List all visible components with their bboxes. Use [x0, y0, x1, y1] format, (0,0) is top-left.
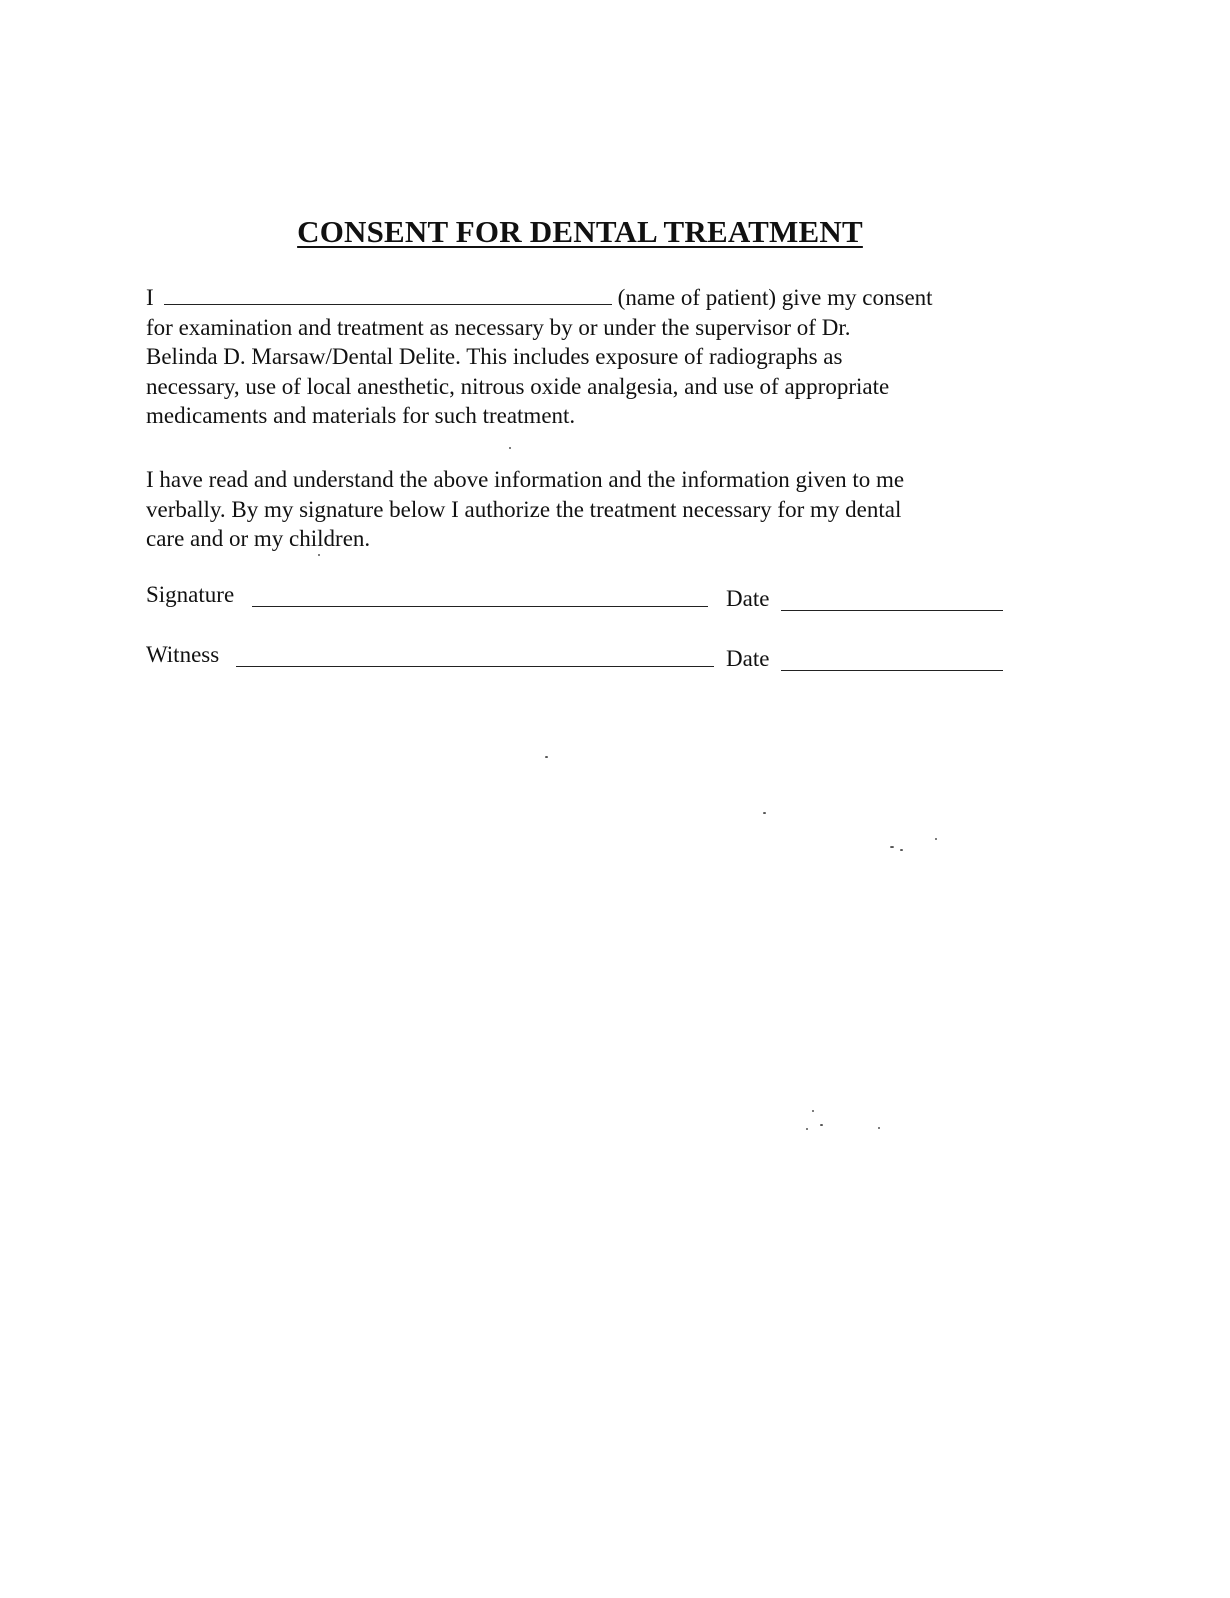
signature-date-label: Date	[726, 586, 770, 611]
scan-speck	[806, 1128, 808, 1130]
consent-line: necessary, use of local anesthetic, nitrous oxide analgesia, and use of appropriate	[146, 373, 890, 399]
scan-speck	[900, 849, 903, 851]
acknowledgement-line: I have read and understand the above information and the information given to me	[146, 467, 905, 492]
consent-line: Belinda D. Marsaw/Dental Delite. This includes exposure of radiographs as	[146, 344, 843, 369]
witness-date-field[interactable]	[781, 650, 1003, 671]
acknowledgement-line: verbally. By my signature below I authorize the treatment necessary for my dental	[146, 496, 902, 522]
witness-field[interactable]	[236, 646, 714, 667]
witness-date-label: Date	[726, 646, 770, 671]
signature-date-field[interactable]	[781, 590, 1003, 611]
acknowledgement-line: care and or my children.	[146, 526, 371, 551]
document-title-text: CONSENT FOR DENTAL TREATMENT	[297, 214, 863, 249]
scan-speck	[763, 812, 766, 814]
signature-label: Signature	[146, 582, 235, 607]
signature-field[interactable]	[252, 586, 708, 607]
document-title	[0, 214, 1160, 250]
witness-row	[146, 642, 1046, 672]
patient-name-field[interactable]	[164, 284, 612, 305]
scan-speck	[878, 1127, 880, 1129]
consent-prefix: I	[146, 285, 154, 310]
consent-line: medicaments and materials for such treatment.	[146, 403, 576, 428]
consent-first-line	[146, 283, 1026, 313]
acknowledgement-paragraph	[146, 465, 1026, 554]
scan-speck	[318, 554, 320, 556]
scan-speck	[812, 1110, 814, 1112]
consent-suffix: (name of patient) give my consent	[617, 285, 933, 310]
scan-speck	[820, 1124, 823, 1126]
scan-speck	[545, 756, 548, 758]
signature-row	[146, 582, 1046, 612]
witness-label: Witness	[146, 642, 220, 667]
scan-speck	[509, 447, 511, 449]
consent-line: for examination and treatment as necessary by or under the supervisor of Dr.	[146, 314, 851, 340]
scan-speck	[890, 846, 894, 848]
scan-speck	[935, 838, 937, 840]
consent-paragraph	[146, 283, 1026, 431]
